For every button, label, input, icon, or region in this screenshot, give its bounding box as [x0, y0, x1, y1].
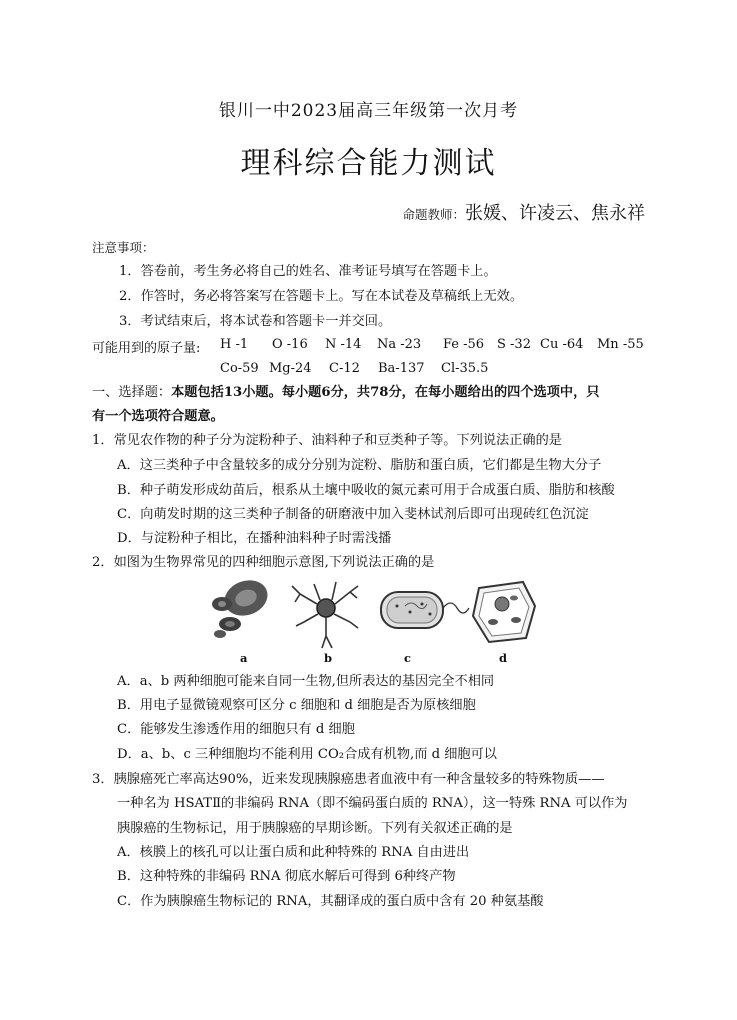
cells-figure [200, 576, 540, 668]
plant-cell-illustration [473, 582, 535, 642]
question-1-option-d: D．与淀粉种子相比，在播种油料种子时需浅播 [117, 531, 392, 546]
atomic-mass-item: S -32 [497, 337, 531, 352]
question-2-stem: 2．如图为生物界常见的四种细胞示意图,下列说法正确的是 [92, 555, 435, 570]
authors-label: 命题教师： [402, 207, 465, 222]
question-1-option-a: A．这三类种子中含量较多的成分分别为淀粉、脂肪和蛋白质，它们都是生物大分子 [117, 458, 602, 473]
atomic-mass-item: H -1 [220, 337, 249, 352]
question-3-option-a: A．核膜上的核孔可以让蛋白质和此种特殊的 RNA 自由进出 [117, 845, 470, 860]
question-3-option-b: B．这种特殊的非编码 RNA 彻底水解后可得到 6种终产物 [117, 869, 456, 884]
atomic-mass-item: Na -23 [377, 337, 422, 352]
atomic-mass-item: Ba-137 [378, 361, 425, 376]
notes-item-2: 2．作答时，务必将答案写在答题卡上。写在本试卷及草稿纸上无效。 [119, 289, 524, 304]
atomic-mass-item: Co-59 [220, 361, 259, 376]
question-1-option-b: B．种子萌发形成幼苗后，根系从土壤中吸收的氮元素可用于合成蛋白质、脂肪和核酸 [117, 483, 615, 498]
question-2-option-d: D．a、b、c 三种细胞均不能利用 CO₂合成有机物,而 d 细胞可以 [117, 747, 497, 762]
notes-item-3: 3．考试结束后，将本试卷和答题卡一并交回。 [119, 314, 392, 329]
atomic-mass-item: Cu -64 [540, 337, 584, 352]
atomic-mass-item: Cl-35.5 [441, 361, 489, 376]
section-heading [92, 383, 599, 403]
figure-label-d: d [499, 651, 508, 665]
atomic-mass-item: Mn -55 [597, 337, 644, 352]
atomic-mass-item: O -16 [272, 337, 308, 352]
section-heading-line2: 有一个选项符合题意。 [92, 409, 224, 424]
question-3-stem-line2: 一种名为 HSATⅡ的非编码 RNA（即不编码蛋白质的 RNA），这一特殊 RNA 可以作为 [117, 796, 628, 811]
notes-item-1: 1．答卷前，考生务必将自己的姓名、准考证号填写在答题卡上。 [119, 264, 497, 279]
notes-heading: 注意事项： [92, 240, 155, 255]
atomic-mass-item: C-12 [329, 361, 360, 376]
figure-label-a: a [240, 651, 248, 665]
atomic-mass-item: N -14 [325, 337, 362, 352]
question-2-option-a: A．a、b 两种细胞可能来自同一生物,但所表达的基因完全不相同 [117, 674, 495, 689]
neuron-illustration [292, 582, 358, 648]
question-1-option-c: C．向萌发时期的这三类种子制备的研磨液中加入斐林试剂后即可出现砖红色沉淀 [117, 507, 589, 522]
exam-title: 银川一中2023届高三年级第一次月考 [218, 101, 519, 121]
question-2-option-b: B．用电子显微镜观察可区分 c 细胞和 d 细胞是否为原核细胞 [117, 698, 476, 713]
atomic-masses [92, 337, 692, 381]
authors-names: 张媛、许凌云、焦永祥 [465, 203, 645, 224]
atomic-masses-label: 可能用到的原子量: [92, 341, 201, 356]
question-3-option-c: C．作为胰腺癌生物标记的 RNA，其翻译成的蛋白质中含有 20 种氨基酸 [117, 894, 544, 909]
red-blood-cells-illustration [212, 576, 272, 638]
figure-label-b: b [324, 651, 333, 665]
question-3-stem-line3: 胰腺癌的生物标记，用于胰腺癌的早期诊断。下列有关叙述正确的是 [117, 821, 513, 836]
atomic-mass-item: Fe -56 [443, 337, 485, 352]
section-heading-instructions: 本题包括13小题。每小题6分，共78分，在每小题给出的四个选项中，只 [171, 385, 600, 400]
prokaryotic-cell-illustration [381, 592, 469, 628]
authors [402, 199, 645, 225]
subject-title: 理科综合能力测试 [240, 146, 497, 181]
question-2-option-c: C．能够发生渗透作用的细胞只有 d 细胞 [117, 722, 355, 737]
question-1-stem: 1．常见农作物的种子分为淀粉种子、油料种子和豆类种子等。下列说法正确的是 [92, 433, 562, 448]
question-3-stem-line1: 3．胰腺癌死亡率高达90%，近来发现胰腺癌患者血液中有一种含量较多的特殊物质—— [92, 772, 605, 787]
section-heading-prefix: 一、选择题： [92, 385, 172, 400]
atomic-mass-item: Mg-24 [269, 361, 312, 376]
figure-label-c: c [404, 651, 412, 665]
